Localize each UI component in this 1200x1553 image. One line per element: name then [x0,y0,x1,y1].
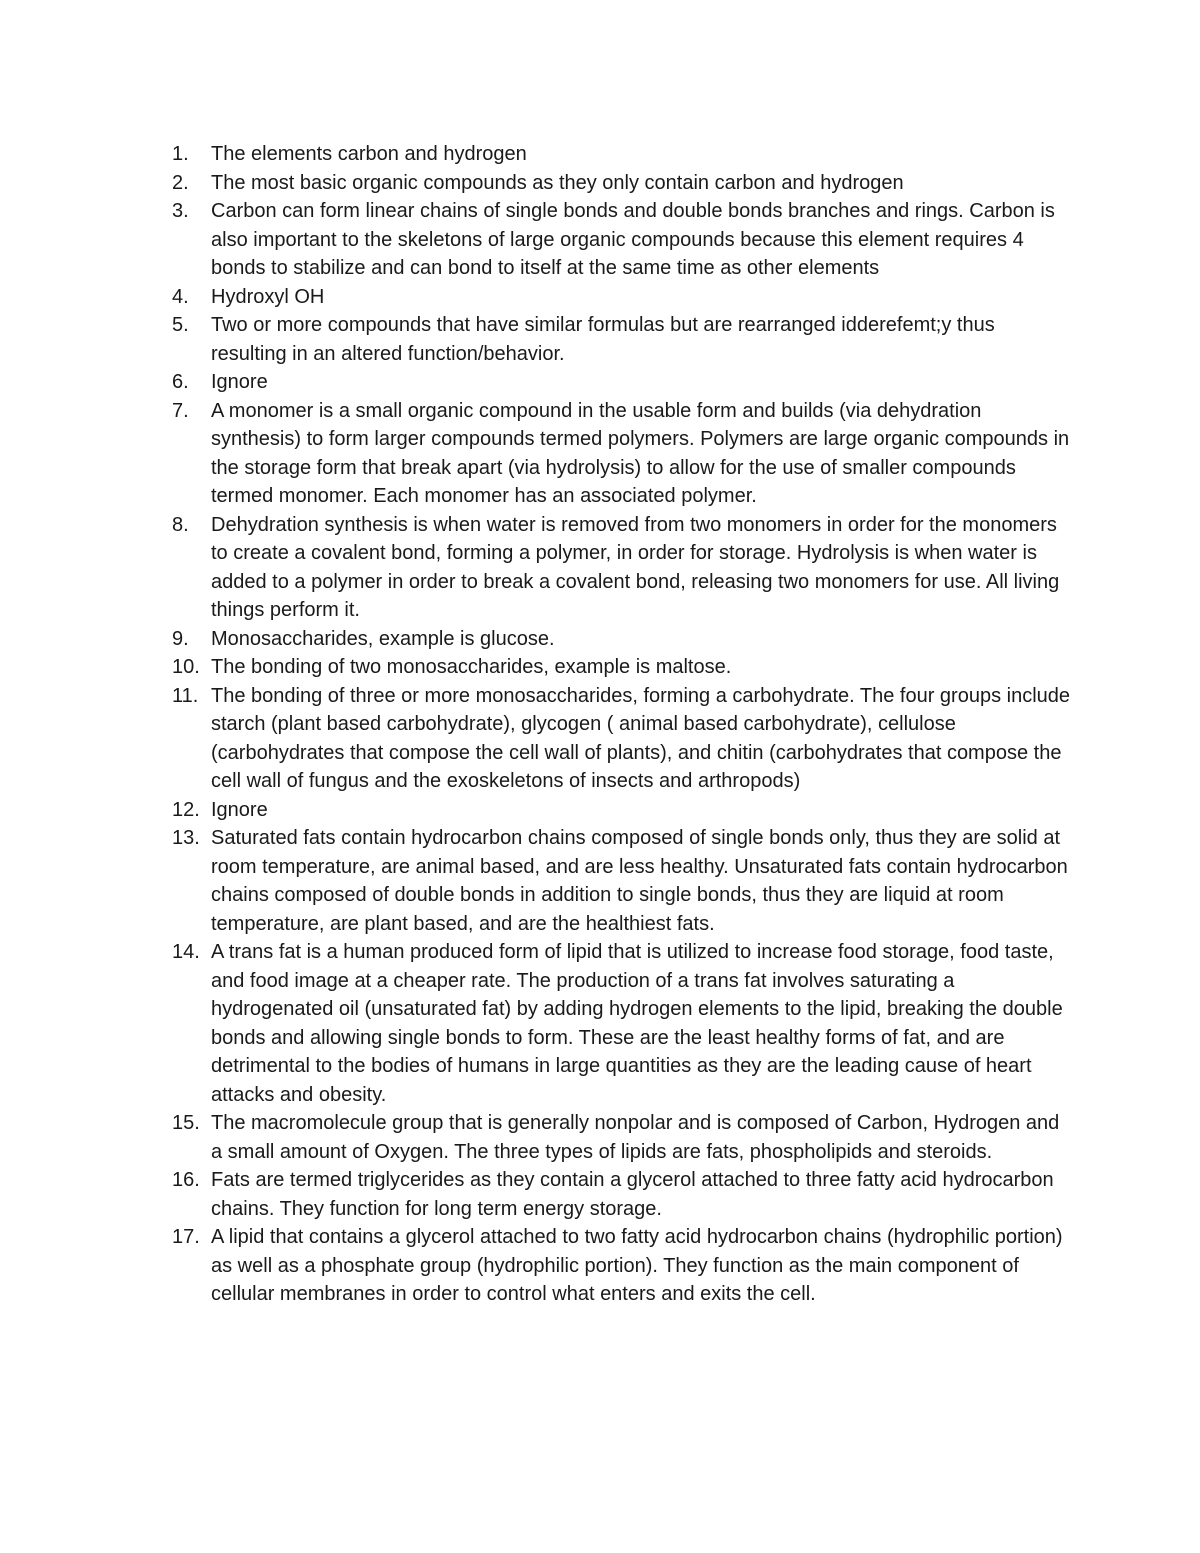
item-number: 1. [172,143,189,165]
list-item [172,397,1072,511]
item-number: 14. [172,941,200,963]
item-number: 15. [172,1112,200,1134]
item-number: 5. [172,314,189,336]
item-number: 16. [172,1169,200,1191]
list-item [172,796,1072,825]
item-number: 12. [172,798,200,821]
item-text: Two or more compounds that have similar formulas but are rearranged idderefemt;y thus resulting in an altered function/behavior. [211,314,995,365]
item-number: 6. [172,371,189,393]
list-item [172,140,1072,169]
item-number: 2. [172,171,189,194]
item-text: Carbon can form linear chains of single bonds and double bonds branches and rings. Carbon is also important to the skeletons of large organic compounds because this element requires 4 bonds to stabilize and can bond to itself at the same time as other elements [211,200,1055,279]
item-number: 10. [172,656,200,678]
item-number: 8. [172,513,189,536]
item-text: Ignore [211,798,268,821]
item-text: Dehydration synthesis is when water is removed from two monomers in order for the monomers to create a covalent bond, forming a polymer, in order for storage. Hydrolysis is when water is added to a polymer in order to break a covalent bond, releasing two monomers for use. All living things perform it. [211,513,1060,621]
item-number: 4. [172,285,189,308]
list-item [172,1109,1072,1166]
item-text: Hydroxyl OH [211,285,325,308]
item-text: Ignore [211,371,268,393]
item-text: Fats are termed triglycerides as they contain a glycerol attached to three fatty acid hydrocarbon chains. They function for long term energy storage. [211,1169,1054,1220]
item-text: A monomer is a small organic compound in the usable form and builds (via dehydration synthesis) to form larger compounds termed polymers. Polymers are large organic compounds in the storage form that break apart (via hydrolysis) to allow for the use of smaller compounds termed monomer. Each monomer has an associated polymer. [211,399,1070,507]
list-item [172,625,1072,654]
item-text: The macromolecule group that is generally nonpolar and is composed of Carbon, Hydrogen and a small amount of Oxygen. The three types of lipids are fats, phospholipids and steroids. [211,1112,1060,1163]
list-item [172,511,1072,625]
list-item [172,1223,1072,1309]
item-text: Saturated fats contain hydrocarbon chains composed of single bonds only, thus they are solid at room temperature, are animal based, and are less healthy. Unsaturated fats contain hydrocarbon chains composed of double bonds in addition to single bonds, thus they are liquid at room temperature, are plant based, and are the healthiest fats. [211,827,1068,935]
list-item [172,197,1072,283]
item-number: 11. [172,684,199,707]
list-item [172,169,1072,198]
item-text: The bonding of two monosaccharides, example is maltose. [211,656,732,678]
item-number: 13. [172,827,200,849]
item-text: The elements carbon and hydrogen [211,143,527,165]
list-item [172,311,1072,368]
item-number: 7. [172,399,189,422]
item-number: 9. [172,627,189,650]
item-number: 3. [172,200,189,222]
item-number: 17. [172,1226,200,1248]
list-item [172,938,1072,1109]
item-text: Monosaccharides, example is glucose. [211,627,555,650]
item-text: A trans fat is a human produced form of lipid that is utilized to increase food storage, food taste, and food image at a cheaper rate. The production of a trans fat involves saturating a hydrogenated oil (unsaturated fat) by adding hydrogen elements to the lipid, breaking the double bonds and allowing single bonds to form. These are the least healthy forms of fat, and are detrimental to the bodies of humans in large quantities as they are the leading cause of heart attacks and obesity. [211,941,1063,1106]
numbered-answer-list [172,140,1072,1309]
list-item [172,1166,1072,1223]
item-text: The most basic organic compounds as they only contain carbon and hydrogen [211,171,904,194]
item-text: A lipid that contains a glycerol attached to two fatty acid hydrocarbon chains (hydrophilic portion) as well as a phosphate group (hydrophilic portion). They function as the main component of cellular membranes in order to control what enters and exits the cell. [211,1226,1063,1305]
list-item [172,653,1072,682]
list-item [172,283,1072,312]
list-item [172,682,1072,796]
list-item [172,824,1072,938]
item-text: The bonding of three or more monosaccharides, forming a carbohydrate. The four groups include starch (plant based carbohydrate), glycogen ( animal based carbohydrate), cellulose (carbohydrates that compose the cell wall of plants), and chitin (carbohydrates that compose the cell wall of fungus and the exoskeletons of insects and arthropods) [211,684,1071,792]
list-item [172,368,1072,397]
